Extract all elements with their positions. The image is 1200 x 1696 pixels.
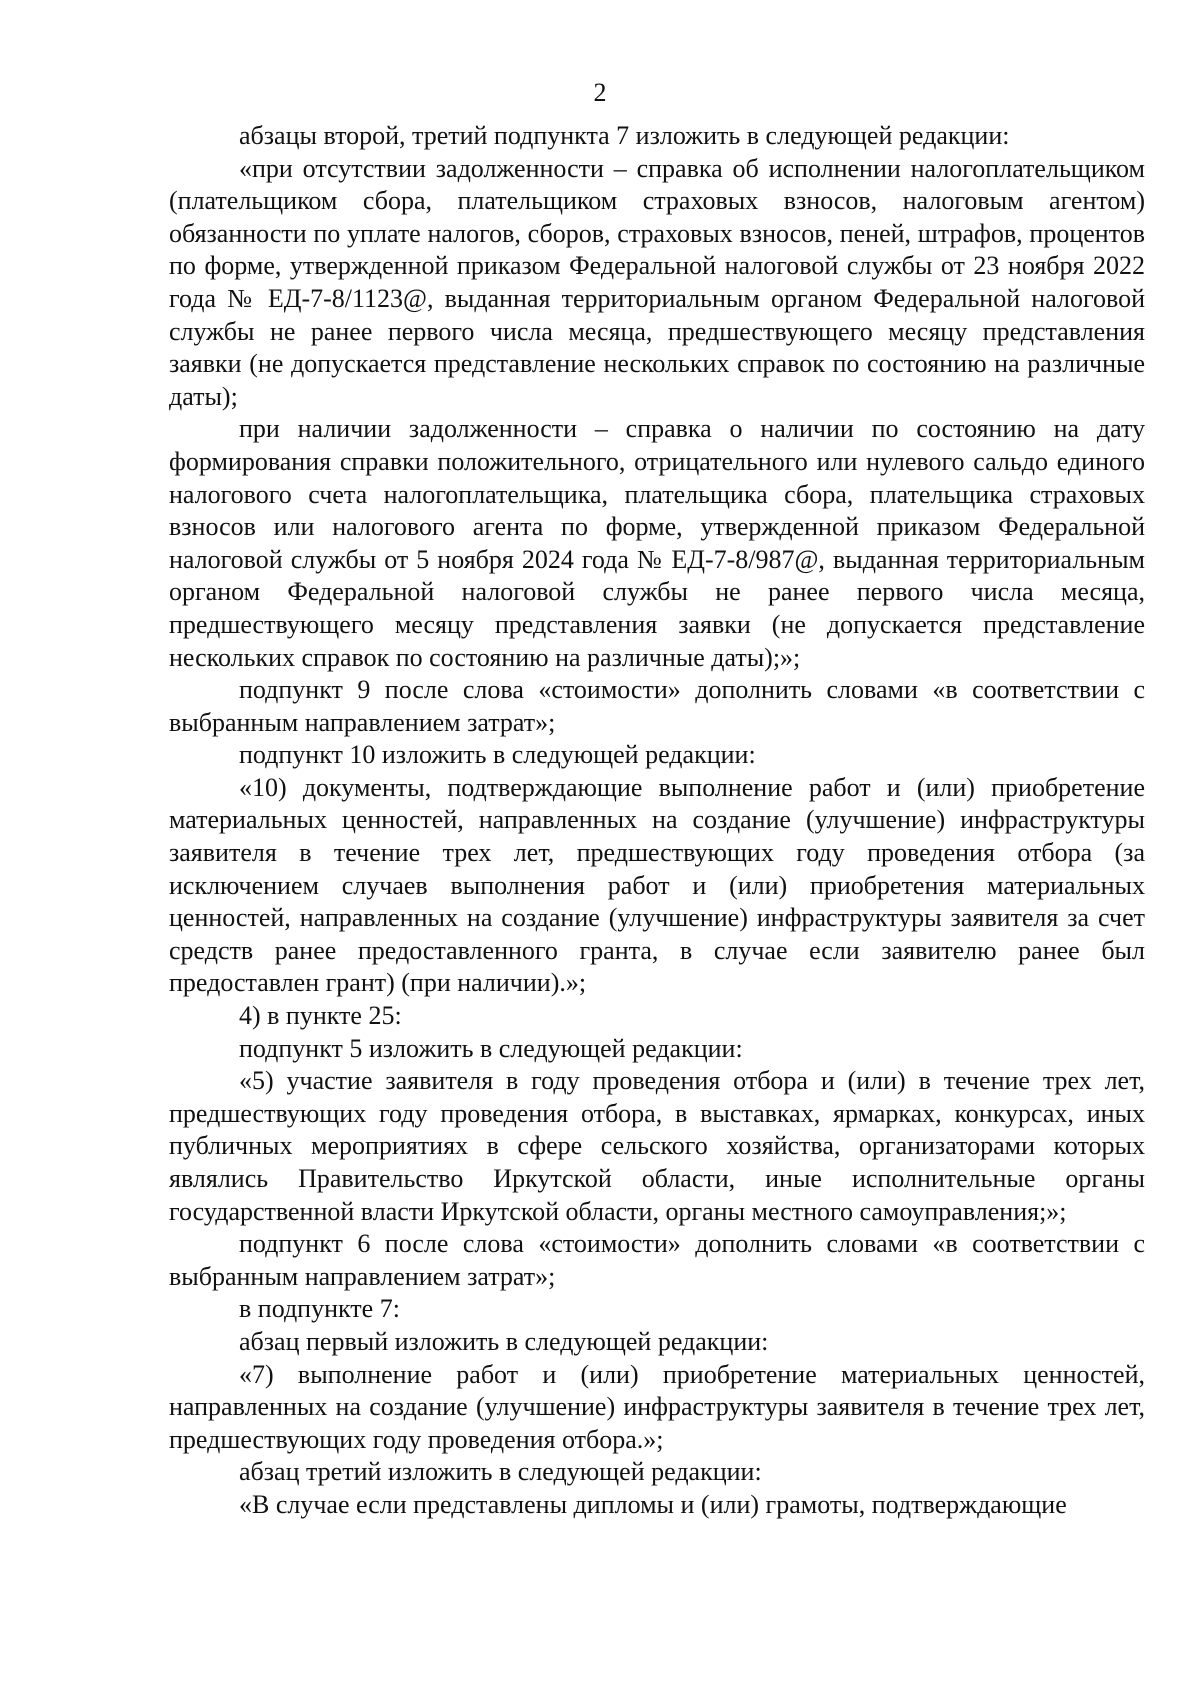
paragraph: в подпункте 7: — [239, 1294, 400, 1324]
document-body — [169, 120, 1145, 1522]
paragraph: «В случае если представлены дипломы и (или) грамоты, подтверждающие — [239, 1489, 1067, 1519]
paragraph: подпункт 5 изложить в следующей редакции: — [239, 1033, 743, 1063]
paragraph: абзац третий изложить в следующей редакции: — [239, 1457, 762, 1487]
paragraph: подпункт 6 после слова «стоимости» дополнить словами «в соответствии с выбранным направлением затрат»; — [169, 1229, 1145, 1291]
paragraph: подпункт 9 после слова «стоимости» дополнить словами «в соответствии с выбранным направлением затрат»; — [169, 675, 1145, 737]
paragraph: «при отсутствии задолженности – справка об исполнении налогоплательщиком (плательщиком сбора, плательщиком страховых взносов, налоговым агентом) обязанности по уплате налогов, сборов, страховых взносов, пеней, штрафов, процентов по форме, утвержденной приказом Федеральной налоговой службы от 23 ноября 2022 года № ЕД-7-8/1123@, выданная территориальным органом Федеральной налоговой службы не ранее первого числа месяца, предшествующего месяцу представления заявки (не допускается представление нескольких справок по состоянию на различные даты); — [169, 153, 1145, 411]
paragraph: подпункт 10 изложить в следующей редакции: — [239, 740, 756, 770]
paragraph: «5) участие заявителя в году проведения отбора и (или) в течение трех лет, предшествующих году проведения отбора, в выставках, ярмарках, конкурсах, иных публичных мероприятиях в сфере сельского хозяйства, организаторами которых являлись Правительство Иркутской области, иные исполнительные органы государственной власти Иркутской области, органы местного самоуправления;»; — [169, 1066, 1145, 1226]
paragraph: абзац первый изложить в следующей редакции: — [239, 1326, 769, 1356]
paragraph: «10) документы, подтверждающие выполнение работ и (или) приобретение материальных ценностей, направленных на создание (улучшение) инфраструктуры заявителя в течение трех лет, предшествующих году проведения отбора (за исключением случаев выполнения работ и (или) приобретения материальных ценностей, направленных на создание (улучшение) инфраструктуры заявителя за счет средств ранее предоставленного гранта, в случае если заявителю ранее был предоставлен грант) (при наличии).»; — [169, 772, 1145, 998]
paragraph: абзацы второй, третий подпункта 7 изложить в следующей редакции: — [239, 121, 1010, 150]
page-number: 2 — [593, 78, 607, 107]
paragraph: 4) в пункте 25: — [239, 1001, 402, 1031]
paragraph: при наличии задолженности – справка о наличии по состоянию на дату формирования справки положительного, отрицательного или нулевого сальдо единого налогового счета налогоплательщика, плательщика сбора, плательщика страховых взносов или налогового агента по форме, утвержденной приказом Федеральной налоговой службы от 5 ноября 2024 года № ЕД-7-8/987@, выданная территориальным органом Федеральной налоговой службы не ранее первого числа месяца, предшествующего месяцу представления заявки (не допускается представление нескольких справок по состоянию на различные даты);»; — [169, 414, 1145, 672]
paragraph: «7) выполнение работ и (или) приобретение материальных ценностей, направленных на создание (улучшение) инфраструктуры заявителя в течение трех лет, предшествующих году проведения отбора.»; — [169, 1359, 1145, 1454]
